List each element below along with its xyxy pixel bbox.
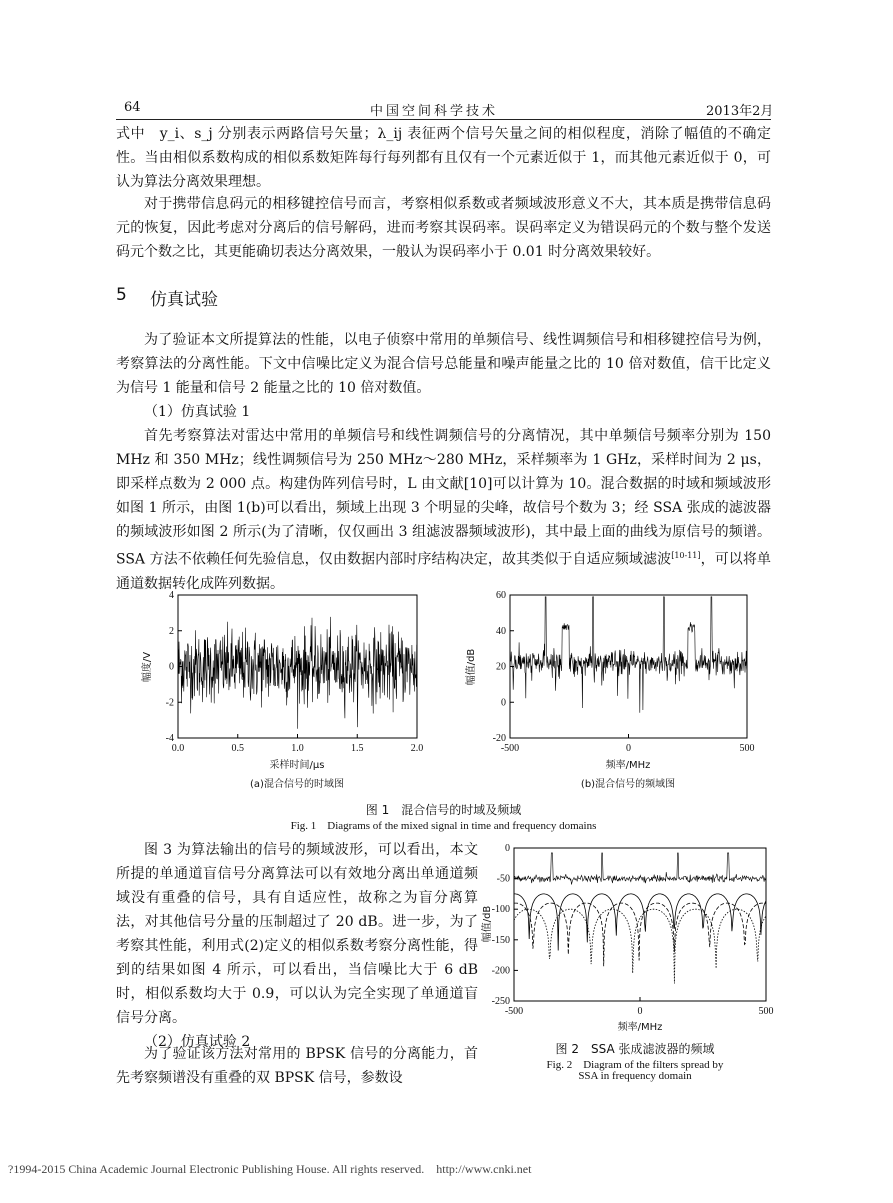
fig1b-series-line bbox=[510, 597, 747, 713]
fig1b-ytick-label: -20 bbox=[492, 733, 506, 744]
fig2-series bbox=[514, 853, 766, 984]
fig1b-xtick-label: -500 bbox=[500, 743, 520, 754]
fig2-frame bbox=[514, 848, 766, 1001]
fig1b-ytick-label: 0 bbox=[501, 697, 506, 709]
figure-2-caption-en-2: SSA in frequency domain bbox=[578, 1070, 692, 1082]
paragraph-3: 为了验证本文所提算法的性能，以电子侦察中常用的单频信号、线性调频信号和相移键控信号为例，考察算法的分离性能。下文中信噪比定义为混合信号总能量和噪声能量之比的 10 倍对数值，信干比定义为信号 1 能量和信号 2 能量之比的 10 倍对数值。 bbox=[116, 332, 771, 396]
fig2-series-line-1 bbox=[514, 853, 766, 885]
fig2-ytick-label: -200 bbox=[491, 965, 510, 977]
fig2-ylabel: 幅值/dB bbox=[482, 905, 493, 943]
paragraph-1: 式中 y_i、s_j 分别表示两路信号矢量；λ_ij 表征两个信号矢量之间的相似程度，消除了幅值的不确定性。当由相似系数构成的相似系数矩阵每行每列都有且仅有一个元素近似于 1，而其他元素近似于 0，可认为算法分离效果理想。 bbox=[116, 126, 771, 190]
fig1a-xtick-label: 0.5 bbox=[231, 743, 244, 754]
journal-title: 中国空间科学技术 bbox=[370, 104, 499, 119]
fig1a-xtick-label: 1.5 bbox=[351, 743, 364, 754]
fig1b-ytick-label: 40 bbox=[496, 625, 506, 637]
citation: [10-11] bbox=[671, 551, 701, 560]
footer-copyright-text: ?1994-2015 China Academic Journal Electronic Publishing House. All rights reserved. bbox=[8, 1162, 425, 1176]
fig2-ytick-label: -150 bbox=[491, 934, 510, 946]
fig1b-xtick-label: 0 bbox=[626, 743, 631, 754]
fig1a-ytick-label: -4 bbox=[165, 733, 174, 744]
fig1b-ytick-label: 20 bbox=[496, 661, 506, 673]
fig1a-ytick-label: 2 bbox=[169, 625, 174, 637]
footer-url[interactable]: http://www.cnki.net bbox=[436, 1162, 532, 1176]
subsection-1: （1）仿真试验 1 bbox=[144, 404, 251, 420]
page-number: 64 bbox=[124, 100, 141, 115]
figure-1-caption-en: Fig. 1 Diagrams of the mixed signal in time and frequency domains bbox=[290, 820, 597, 832]
section-number: 5 bbox=[116, 285, 127, 305]
figure-2-caption-en-1: Fig. 2 Diagram of the filters spread by bbox=[546, 1059, 724, 1071]
figure-2-caption-zh: 图 2 SSA 张成滤波器的频域 bbox=[555, 1042, 715, 1056]
header-rule bbox=[116, 119, 771, 120]
paragraph-4 bbox=[116, 424, 771, 596]
fig2-ytick-label: 0 bbox=[505, 843, 510, 854]
fig1a-xtick-label: 0.0 bbox=[171, 743, 185, 754]
figure-1a-chart bbox=[136, 585, 436, 800]
fig2-xtick-label: -500 bbox=[504, 1006, 524, 1017]
fig1a-xtick-label: 2.0 bbox=[410, 743, 424, 754]
section-title: 仿真试验 bbox=[150, 290, 218, 310]
issue-date: 2013年2月 bbox=[706, 104, 774, 119]
fig2-xtick-label: 0 bbox=[637, 1006, 643, 1017]
fig1a-series-line bbox=[178, 617, 417, 729]
fig2-ytick-label: -50 bbox=[496, 873, 510, 885]
paragraph-4-body: 首先考察算法对雷达中常用的单频信号和线性调频信号的分离情况，其中单频信号频率分别为 150 MHz 和 350 MHz；线性调频信号为 250 MHz～280 MHz，采样频率为 1 GHz，采样时间为 2 μs，即采样点数为 2 000 点。构建伪阵列信号时，L 由文献[10]可以计算为 10。混合数据的时域和频域波形如图 1 所示，由图 1(b)可以看出，频域上出现 3 个明显的尖峰，故信号个数为 3；经 SSA 张成的滤波器的频域波形如图 2 所示(为了清晰，仅仅画出 3 组滤波器频域波形)，其中最上面的曲线为原信号的频谱。SSA 方法不依赖任何先验信息，仅由数据内部时序结构决定，故其类似于自适应频域滤波 bbox=[116, 428, 771, 568]
fig1a-ytick-label: -2 bbox=[165, 697, 174, 709]
fig1a-caption: (a)混合信号的时域图 bbox=[250, 779, 344, 790]
paragraph-6: 为了验证该方法对常用的 BPSK 信号的分离能力，首先考察频谱没有重叠的双 BPSK 信号，参数设 bbox=[116, 1046, 478, 1086]
fig1a-ytick-label: 4 bbox=[169, 590, 174, 601]
paragraph-2: 对于携带信息码元的相移键控信号而言，考察相似系数或者频域波形意义不大，其本质是携带信息码元的恢复，因此考虑对分离后的信号解码，进而考察其误码率。误码率定义为错误码元的个数与整个发送码元个数之比，其更能确切表达分离效果，一般认为误码率小于 0.01 时分离效果较好。 bbox=[116, 196, 771, 260]
fig1a-ylabel: 幅度/V bbox=[142, 651, 153, 683]
fig1a-xtick-label: 1.0 bbox=[291, 743, 304, 754]
fig1b-ytick-label: 60 bbox=[496, 590, 506, 601]
fig1b-ylabel: 幅值/dB bbox=[466, 648, 477, 686]
fig2-ytick-label: -100 bbox=[491, 904, 510, 916]
fig2-xlabel: 频率/MHz bbox=[617, 1022, 663, 1033]
figure-1b-chart bbox=[460, 585, 770, 800]
fig2-series-line-2 bbox=[514, 894, 766, 951]
fig2-series-line-4 bbox=[514, 909, 766, 983]
fig1b-caption: (b)混合信号的频域图 bbox=[580, 779, 676, 790]
paragraph-5: 图 3 为算法输出的信号的频域波形，可以看出，本文所提的单通道盲信号分离算法可以有效地分离出单通道频域没有重叠的信号，具有自适应性，故称之为盲分离算法，对其他信号分量的压制超过了 20 dB。进一步，为了考察其性能，利用式(2)定义的相似系数考察分离性能，得到的结果如图 4 所示，可以看出，当信噪比大于 6 dB 时，相似系数均大于 0.9，可以认为完全实现了单通道盲信号分离。 bbox=[116, 842, 478, 1026]
subsection-2: （2）仿真试验 2 bbox=[144, 1034, 251, 1050]
fig1a-xlabel: 采样时间/μs bbox=[269, 760, 325, 771]
figure-1-caption-zh: 图 1 混合信号的时域及频域 bbox=[365, 803, 522, 817]
figure-2-chart bbox=[480, 838, 780, 1038]
fig2-ytick-label: -250 bbox=[491, 996, 510, 1007]
paragraph-4-tail: ，可以将单通道数据转化成阵列数据。 bbox=[116, 551, 772, 592]
fig2-xtick-label: 500 bbox=[758, 1006, 774, 1017]
footer-copyright bbox=[8, 1162, 531, 1177]
fig1a-ytick-label: 0 bbox=[169, 661, 174, 673]
fig1b-xtick-label: 500 bbox=[739, 743, 755, 754]
fig1b-xlabel: 频率/MHz bbox=[605, 760, 651, 771]
